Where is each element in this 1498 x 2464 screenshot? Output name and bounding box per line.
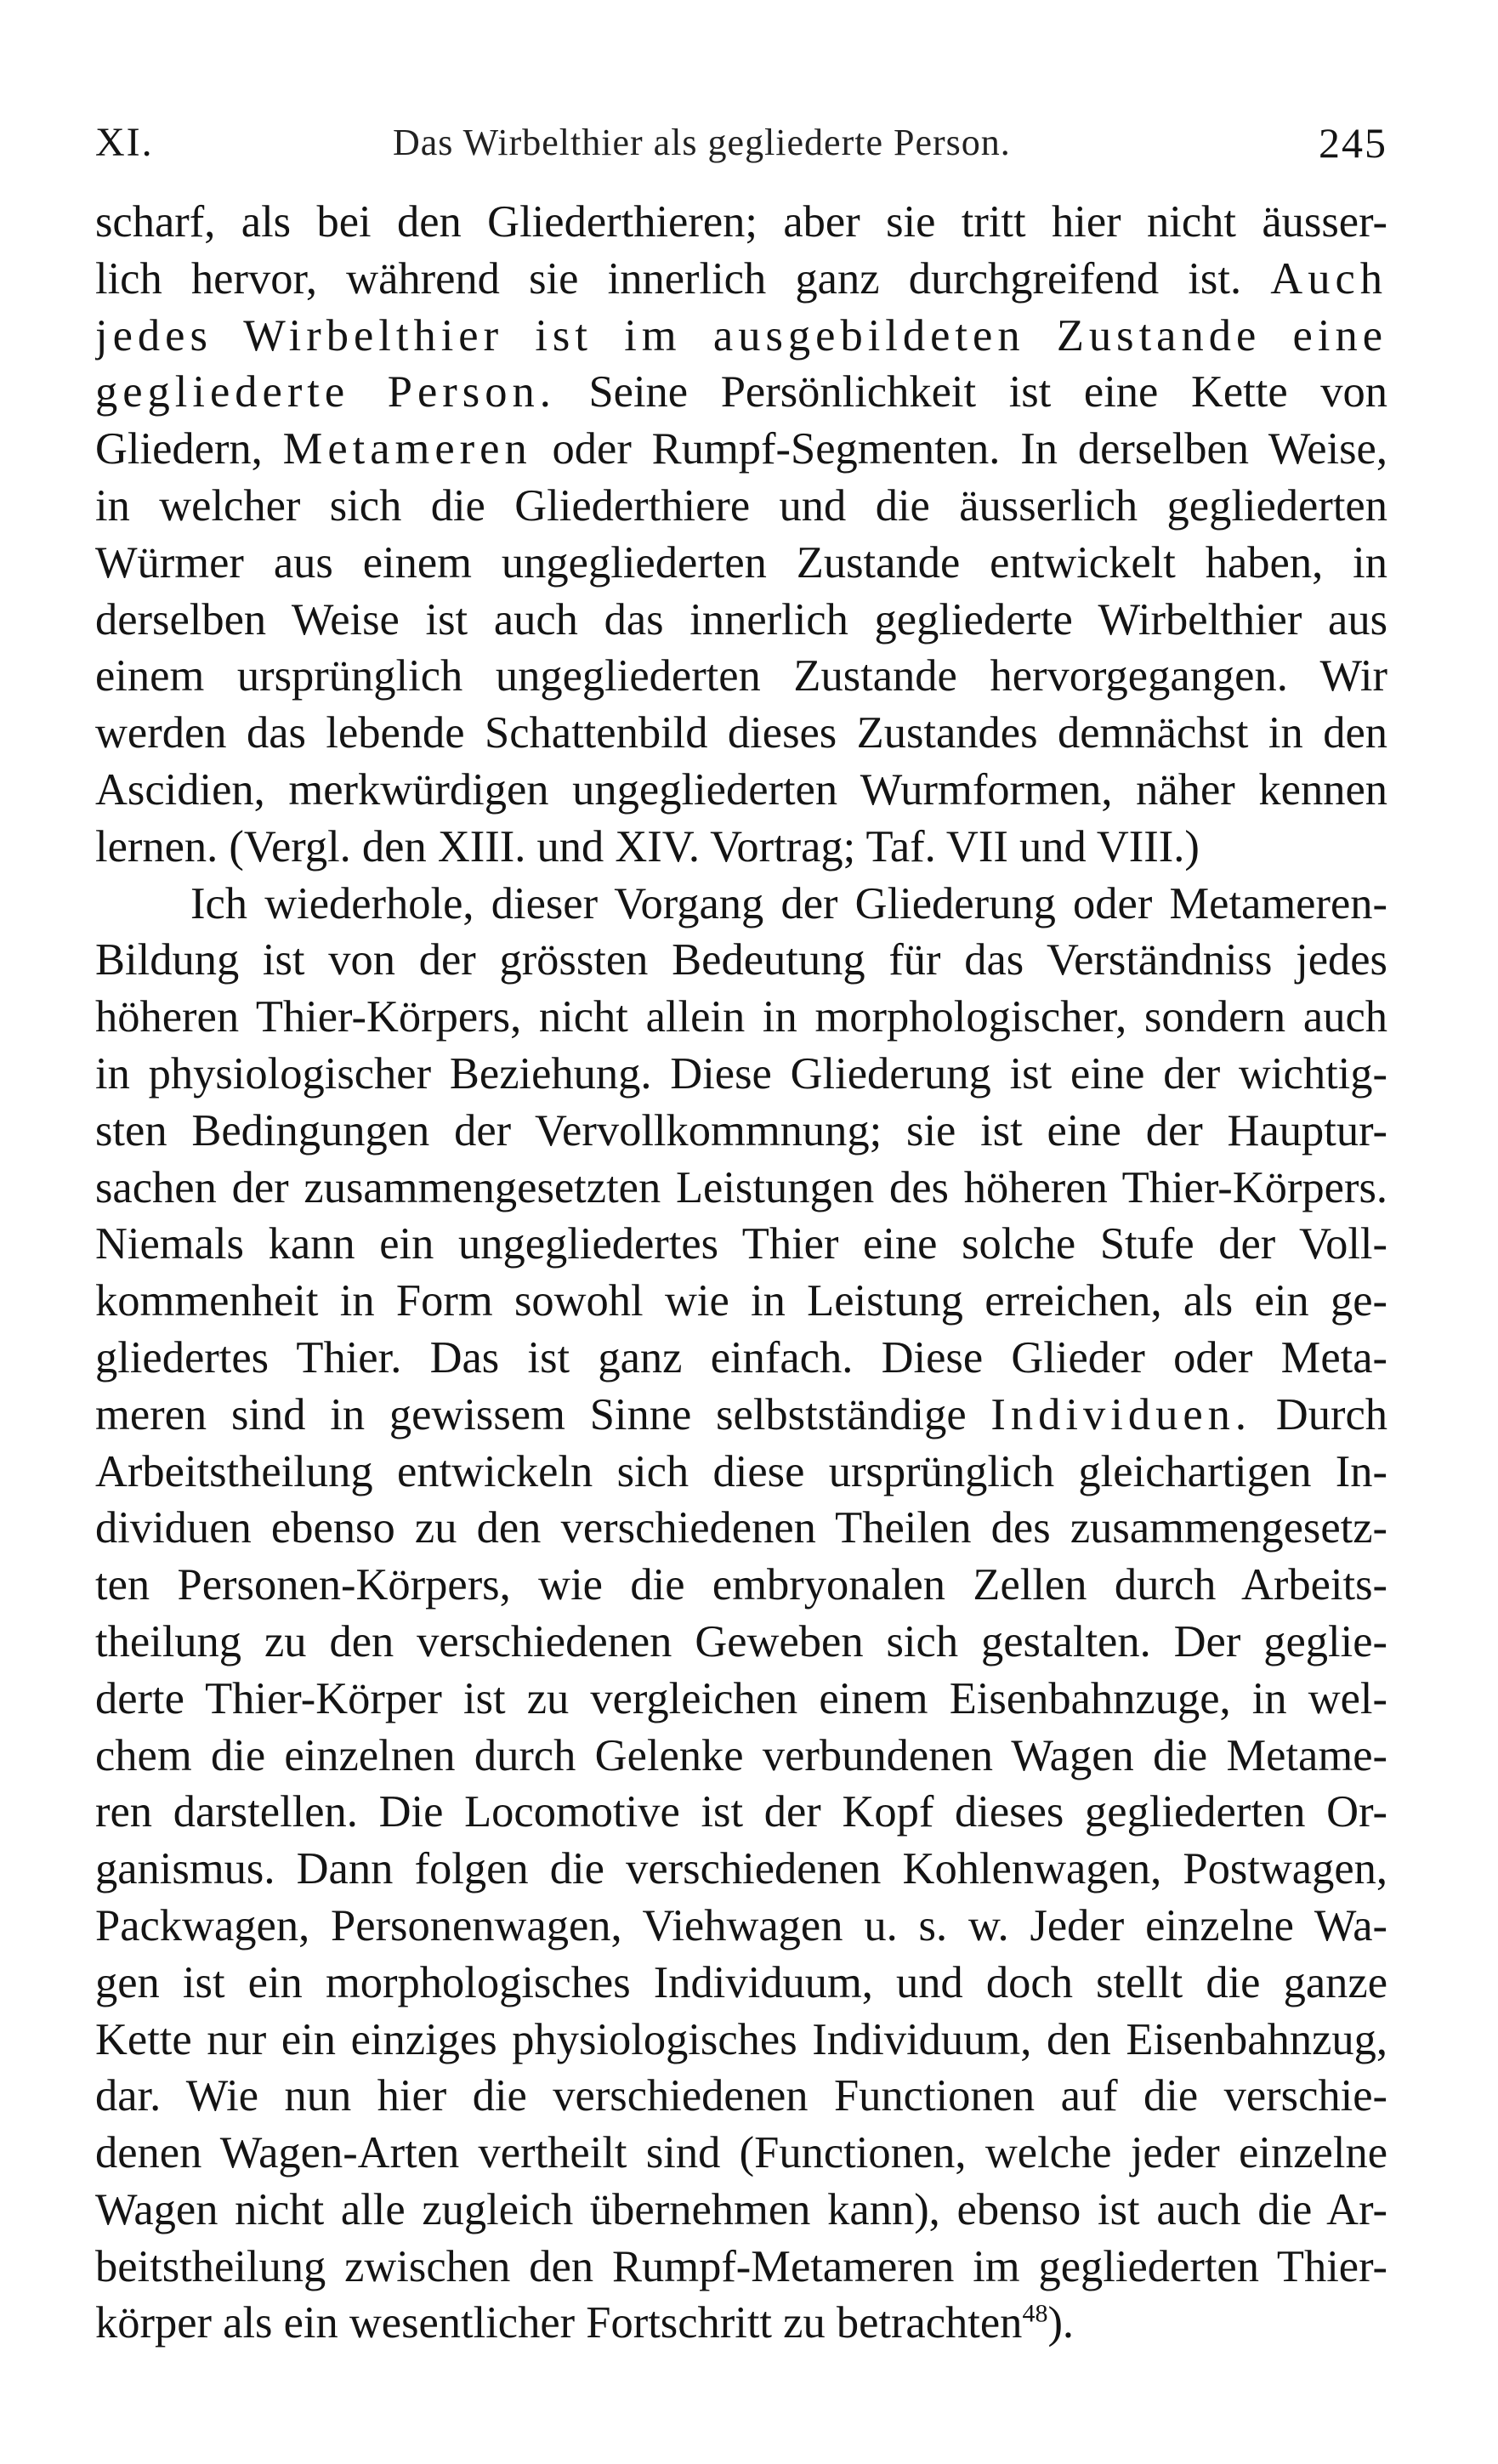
line-text: Bildung ist von der grössten Bedeutung für das Verständniss jedes <box>95 935 1387 985</box>
text-line <box>95 876 1387 933</box>
line-text: denen Wagen-Arten vertheilt sind (Functionen, welche jeder einzelne <box>95 2128 1387 2178</box>
line-text: gliedertes Thier. Das ist ganz einfach. Diese Glieder oder Meta- <box>95 1332 1387 1382</box>
text-line <box>95 478 1387 535</box>
text-line <box>95 364 1387 421</box>
line-text: meren sind in gewissem Sinne selbstständige <box>95 1389 991 1439</box>
text-line <box>95 1955 1387 2012</box>
line-text: beitstheilung zwischen den Rumpf-Metameren im gegliederten Thier- <box>95 2241 1387 2291</box>
text-line <box>95 1216 1387 1273</box>
line-text: gen ist ein morphologisches Individuum, und doch stellt die ganze <box>95 1957 1387 2007</box>
line-text: derte Thier-Körper ist zu vergleichen einem Eisenbahnzuge, in wel- <box>95 1673 1387 1723</box>
text-line <box>95 705 1387 762</box>
text-line <box>95 2068 1387 2125</box>
text-line <box>95 1784 1387 1841</box>
line-text: ganismus. Dann folgen die verschiedenen Kohlenwagen, Postwagen, <box>95 1844 1387 1894</box>
line-text: dar. Wie nun hier die verschiedenen Functionen auf die verschie- <box>95 2071 1387 2121</box>
running-title: Das Wirbelthier als gegliederte Person. <box>393 122 1011 163</box>
text-line <box>95 251 1387 308</box>
text-line <box>95 1557 1387 1614</box>
text-line <box>95 989 1387 1046</box>
line-text: körper als ein wesentlicher Fortschritt zu betrachten <box>95 2298 1023 2348</box>
line-text: einem ursprünglich ungegliederten Zustande hervorgegangen. Wir <box>95 651 1387 701</box>
text-line <box>95 1614 1387 1671</box>
line-text: in physiologischer Beziehung. Diese Gliederung ist eine der wichtig- <box>95 1048 1387 1099</box>
text-line <box>95 2295 1387 2352</box>
line-text: theilung zu den verschiedenen Geweben sich gestalten. Der geglie- <box>95 1616 1387 1666</box>
line-text: derselben Weise ist auch das innerlich gegliederte Wirbelthier aus <box>95 594 1387 644</box>
text-line <box>95 648 1387 705</box>
line-text: sachen der zusammengesetzten Leistungen des höheren Thier-Körpers. <box>95 1162 1387 1212</box>
text-line <box>95 308 1387 365</box>
line-text: ten Personen-Körpers, wie die embryonalen Zellen durch Arbeits- <box>95 1560 1387 1610</box>
line-text: chem die einzelnen durch Gelenke verbundenen Wagen die Metame- <box>95 1730 1387 1780</box>
body-text <box>95 194 1387 2352</box>
running-head <box>95 109 1387 177</box>
line-text: Würmer aus einem ungegliederten Zustande entwickelt haben, in <box>95 537 1387 588</box>
line-text: Packwagen, Personenwagen, Viehwagen u. s. w. Jeder einzelne Wa- <box>95 1900 1387 1950</box>
text-line <box>95 819 1387 876</box>
line-text: Niemals kann ein ungegliedertes Thier eine solche Stufe der Voll- <box>95 1219 1387 1269</box>
text-line <box>95 2182 1387 2239</box>
line-text: Ich wiederhole, dieser Vorgang der Gliederung oder Metameren- <box>190 878 1387 928</box>
line-text: höheren Thier-Körpers, nicht allein in morphologischer, sondern auch <box>95 992 1387 1042</box>
line-text: lernen. (Vergl. den XIII. und XIV. Vortrag; Taf. VII und VIII.) <box>95 821 1200 871</box>
line-text: scharf, als bei den Gliederthieren; aber sie tritt hier nicht äusser- <box>95 197 1387 247</box>
line-text: Seine Persönlichkeit ist eine Kette von <box>555 367 1387 417</box>
text-line <box>95 1273 1387 1330</box>
text-line <box>95 421 1387 478</box>
line-text: Gliedern, <box>95 424 283 474</box>
text-line <box>95 2239 1387 2296</box>
text-line <box>95 535 1387 592</box>
text-line <box>95 1103 1387 1160</box>
line-text: Arbeitstheilung entwickeln sich diese ursprünglich gleichartigen In- <box>95 1446 1387 1496</box>
text-line <box>95 1671 1387 1728</box>
chapter-number: XI. <box>95 120 154 165</box>
line-text: Ascidien, merkwürdigen ungegliederten Wurmformen, näher kennen <box>95 764 1387 815</box>
emphasis-text: jedes Wirbelthier ist im ausgebildeten Zustande eine <box>95 310 1387 361</box>
text-line <box>95 1046 1387 1103</box>
text-line <box>95 1898 1387 1955</box>
text-line <box>95 1330 1387 1387</box>
emphasis-text: gegliederte Person. <box>95 367 556 417</box>
line-text: kommenheit in Form sowohl wie in Leistung erreichen, als ein ge- <box>95 1276 1387 1326</box>
text-line <box>95 1728 1387 1785</box>
line-text: lich hervor, während sie innerlich ganz durchgreifend ist. <box>95 253 1271 304</box>
page-number: 245 <box>1319 119 1387 167</box>
text-line <box>95 194 1387 251</box>
line-text: ). <box>1047 2298 1075 2348</box>
line-text: werden das lebende Schattenbild dieses Zustandes demnächst in den <box>95 708 1387 758</box>
line-text: sten Bedingungen der Vervollkommnung; sie ist eine der Hauptur- <box>95 1105 1387 1155</box>
text-line <box>95 1160 1387 1217</box>
text-line <box>95 592 1387 649</box>
text-line <box>95 1444 1387 1501</box>
text-line <box>95 1841 1387 1898</box>
line-text: Durch <box>1251 1389 1387 1439</box>
line-text: ren darstellen. Die Locomotive ist der Kopf dieses gegliederten Or- <box>95 1787 1387 1837</box>
emphasis-text: Auch <box>1270 253 1387 304</box>
footnote-ref: 48 <box>1022 2299 1048 2328</box>
emphasis-text: Metameren <box>282 424 532 474</box>
line-text: dividuen ebenso zu den verschiedenen Theilen des zusammengesetz- <box>95 1503 1387 1553</box>
line-text: oder Rumpf-Segmenten. In derselben Weise, <box>531 424 1387 474</box>
line-text: in welcher sich die Gliederthiere und die äusserlich gegliederten <box>95 480 1387 531</box>
text-line <box>95 762 1387 819</box>
text-line <box>95 1387 1387 1444</box>
text-line <box>95 932 1387 989</box>
line-text: Wagen nicht alle zugleich übernehmen kann), ebenso ist auch die Ar- <box>95 2184 1387 2234</box>
text-line <box>95 1500 1387 1557</box>
emphasis-text: Individuen. <box>990 1389 1252 1439</box>
text-line <box>95 2125 1387 2182</box>
line-text: Kette nur ein einziges physiologisches Individuum, den Eisenbahnzug, <box>95 2014 1387 2064</box>
text-line <box>95 2012 1387 2069</box>
